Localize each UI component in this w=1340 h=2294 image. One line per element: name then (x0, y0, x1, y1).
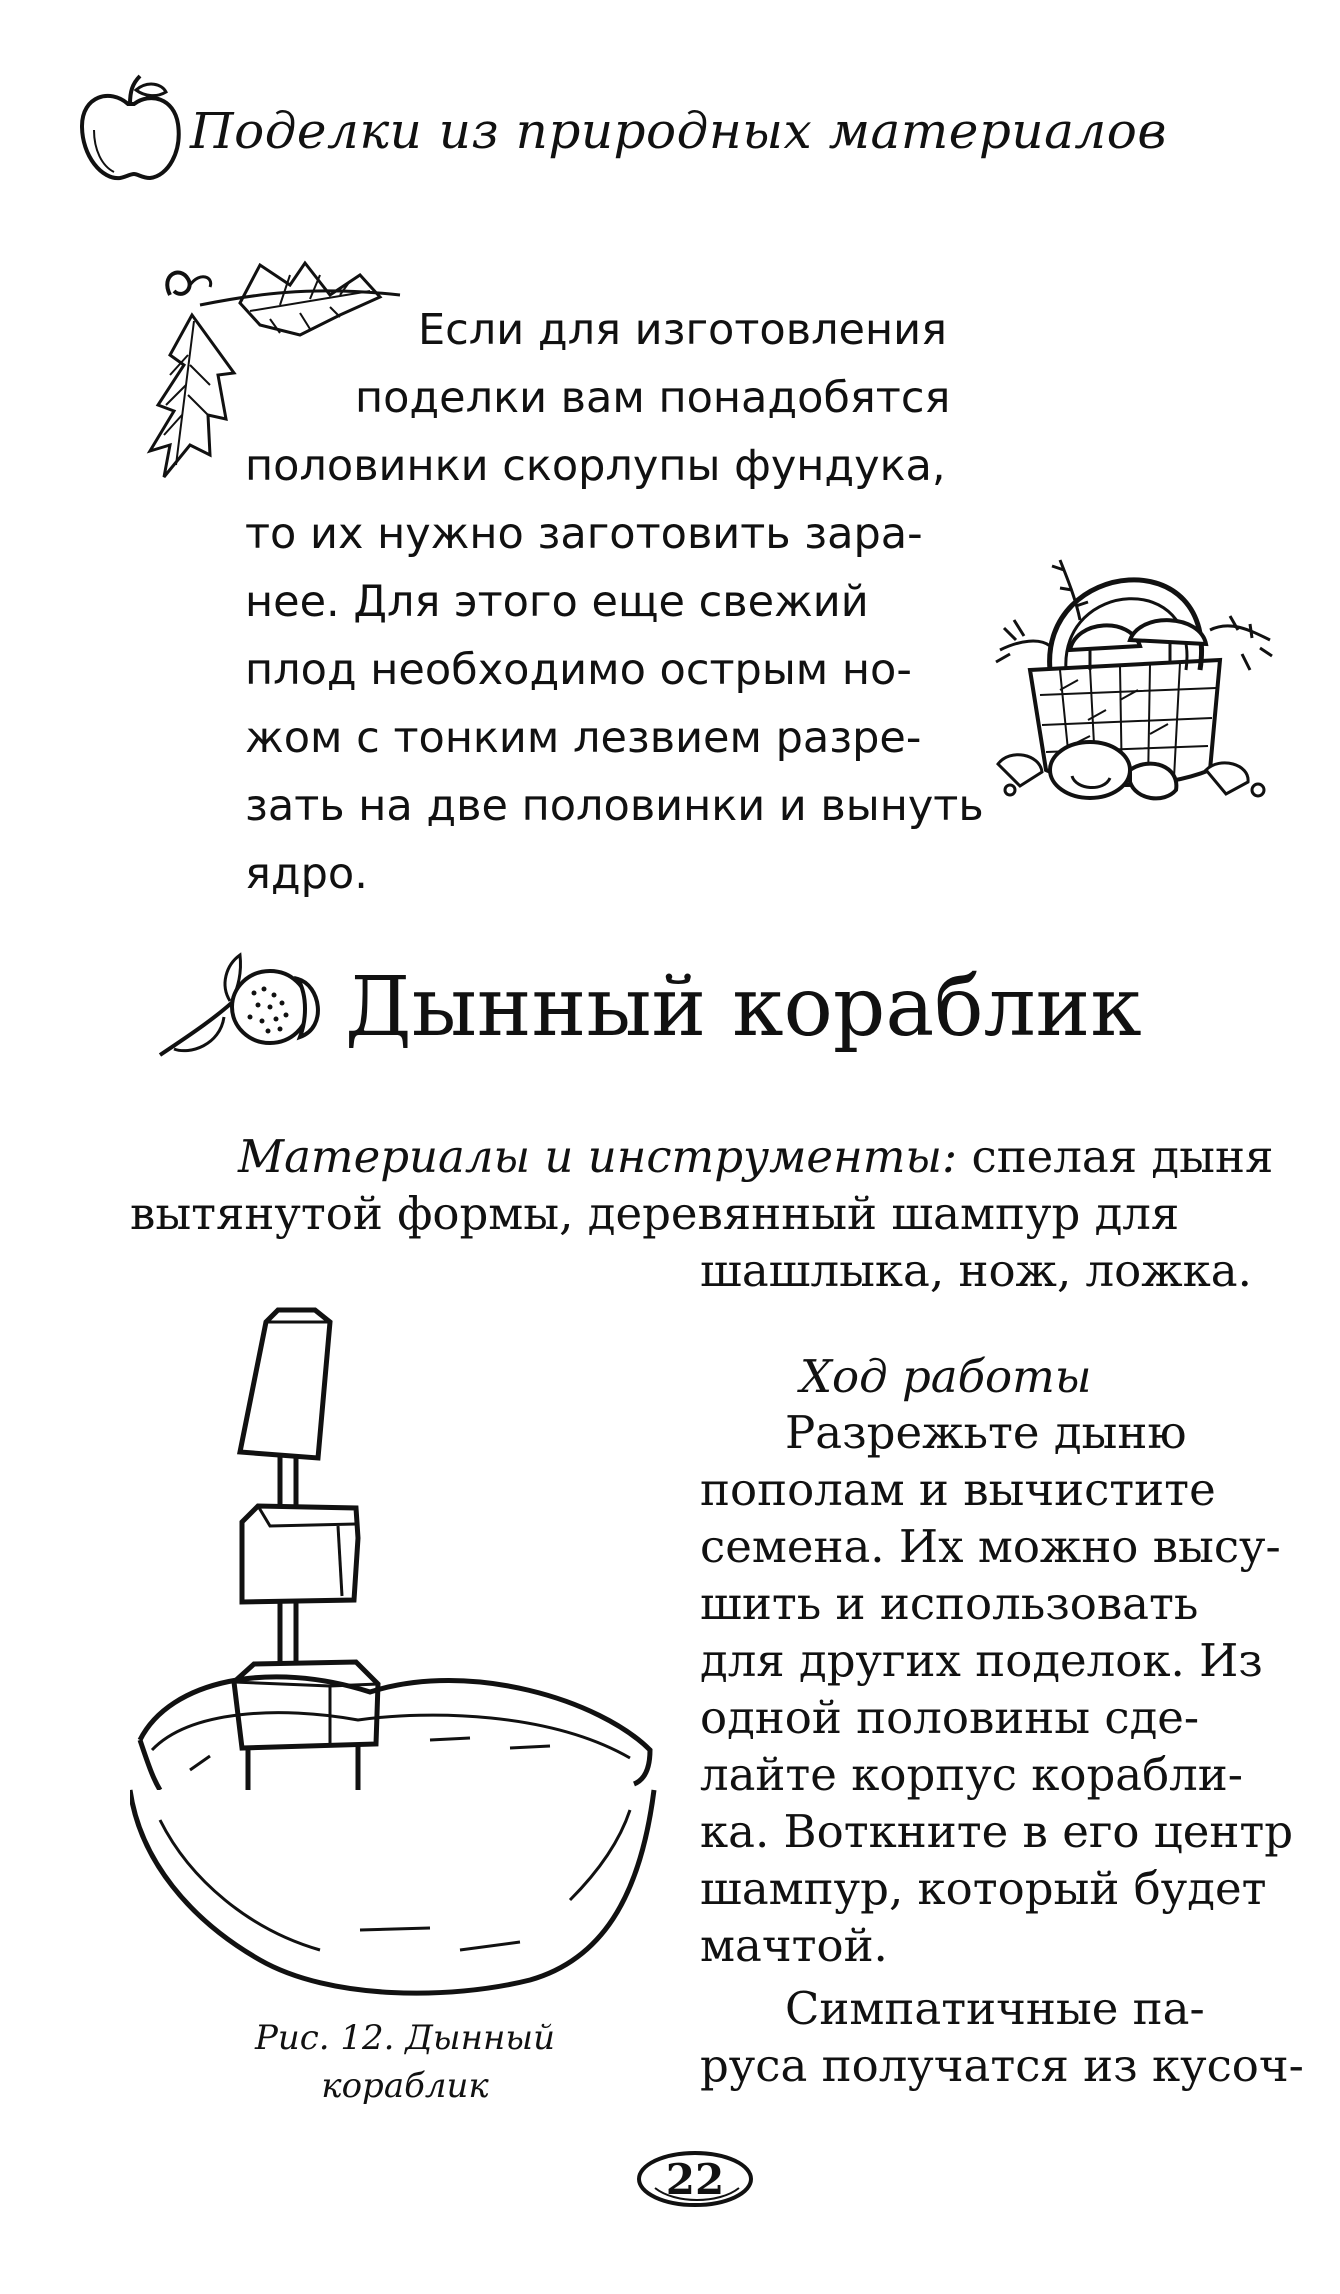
tip-line: поделки вам понадобятся (355, 373, 951, 423)
procedure-line: для других поделок. Из (700, 1634, 1263, 1687)
materials-label: Материалы и инструменты: (238, 1130, 958, 1183)
page-number-badge (635, 2148, 755, 2210)
procedure-line: одной половины сде- (700, 1691, 1200, 1744)
running-title: Поделки из природных материалов (190, 102, 1167, 160)
tip-line: плод необходимо острым но- (245, 645, 912, 695)
tip-line: то их нужно заготовить зара- (245, 509, 923, 559)
caption-line-2: кораблик (321, 2066, 489, 2106)
tip-line: ядро. (245, 849, 368, 899)
procedure-line: мачтой. (700, 1919, 888, 1972)
procedure-line: пополам и вычистите (700, 1463, 1216, 1516)
procedure-line: Разрежьте дыню (785, 1406, 1187, 1459)
procedure-line: шампур, который будет (700, 1862, 1267, 1915)
procedure-line: ка. Воткните в его центр (700, 1805, 1294, 1858)
mushroom-basket-icon (980, 520, 1280, 810)
melon-boat-hull (130, 1780, 670, 2010)
procedure-line: Симпатичные па- (785, 1982, 1205, 2035)
apple-icon (70, 70, 190, 190)
tip-line: Если для изготовления (418, 305, 947, 355)
procedure-line: лайте корпус корабли- (700, 1748, 1243, 1801)
procedure-heading: Ход работы (800, 1350, 1092, 1403)
page-number: 22 (665, 2154, 725, 2204)
figure-caption (205, 2014, 605, 2110)
acorn-icon (150, 945, 340, 1065)
materials-line-3: шашлыка, нож, ложка. (700, 1244, 1252, 1297)
running-header (60, 60, 1167, 200)
caption-line-1: Рис. 12. Дынный (254, 2018, 556, 2058)
procedure-line: семена. Их можно высу- (700, 1520, 1281, 1573)
melon-boat-illustration (130, 1300, 670, 1790)
section-title: Дынный кораблик (345, 960, 1142, 1055)
tip-line: зать на две половинки и вынуть (245, 781, 984, 831)
procedure-line: руса получатся из кусоч- (700, 2039, 1304, 2092)
tip-line: нее. Для этого еще свежий (245, 577, 869, 627)
materials-line-2: вытянутой формы, деревянный шампур для (130, 1187, 1180, 1240)
procedure-line: шить и использовать (700, 1577, 1199, 1630)
materials-line-1 (238, 1128, 1273, 1185)
materials-text: спелая дыня (957, 1130, 1274, 1183)
tip-line: половинки скорлупы фундука, (245, 441, 946, 491)
tip-line: жом с тонким лезвием разре- (245, 713, 922, 763)
